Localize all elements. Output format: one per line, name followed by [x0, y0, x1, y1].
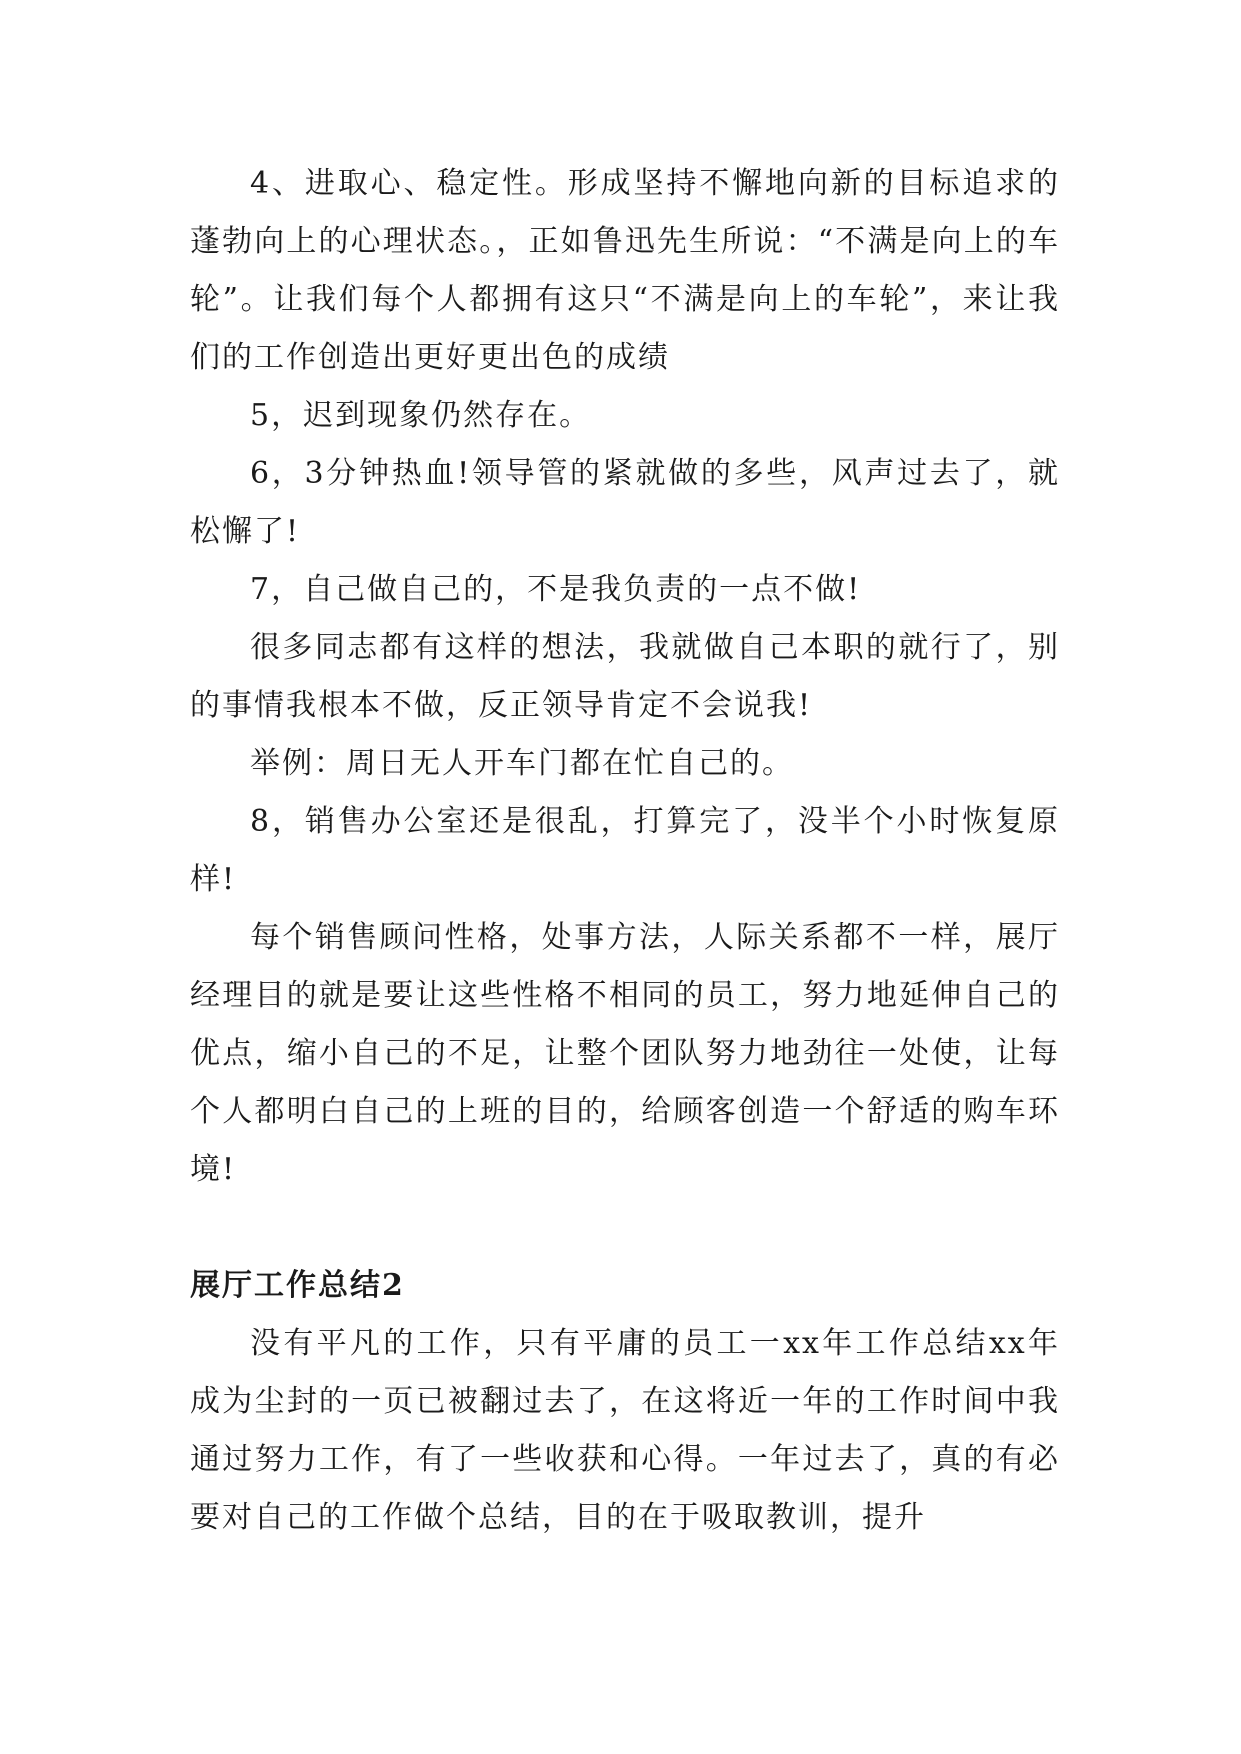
paragraph-conclusion: 每个销售顾问性格，处事方法，人际关系都不一样，展厅经理目的就是要让这些性格不相同的员工，努力地延伸自己的优点，缩小自己的不足，让整个团队努力地劲往一处使，让每个人都明白自己的上班的目的，给顾客创造一个舒适的购车环境! [190, 920, 1060, 1187]
paragraph-item-8: 8，销售办公室还是很乱，打算完了，没半个小时恢复原样! [190, 804, 1060, 897]
paragraph-item-5: 5，迟到现象仍然存在。 [250, 398, 592, 433]
paragraph-item-6: 6，3分钟热血!领导管的紧就做的多些，风声过去了，就松懈了! [190, 456, 1060, 549]
section-heading: 展厅工作总结2 [190, 1268, 405, 1303]
paragraph-item-7: 7，自己做自己的，不是我负责的一点不做! [250, 572, 862, 607]
paragraph-example: 举例：周日无人开车门都在忙自己的。 [250, 746, 794, 781]
document-page [190, 155, 1060, 1547]
paragraph-intro: 没有平凡的工作，只有平庸的员工一xx年工作总结xx年成为尘封的一页已被翻过去了，在这将近一年的工作时间中我通过努力工作，有了一些收获和心得。一年过去了，真的有必要对自己的工作做个总结，目的在于吸取教训，提升 [190, 1326, 1060, 1535]
paragraph-comment: 很多同志都有这样的想法，我就做自己本职的就行了，别的事情我根本不做，反正领导肯定不会说我! [190, 630, 1060, 723]
paragraph-item-4: 4、进取心、稳定性。形成坚持不懈地向新的目标追求的蓬勃向上的心理状态。，正如鲁迅先生所说：“不满是向上的车轮”。让我们每个人都拥有这只“不满是向上的车轮”，来让我们的工作创造出更好更出色的成绩 [190, 166, 1060, 375]
